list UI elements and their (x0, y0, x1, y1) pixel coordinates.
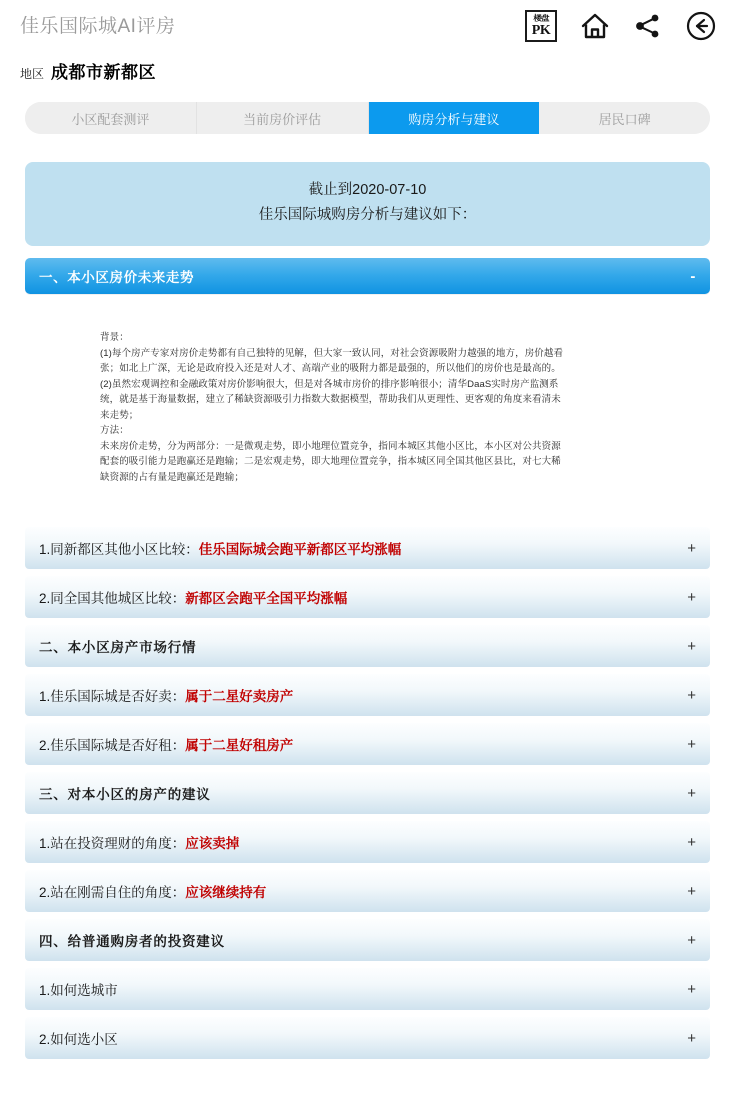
accordion-row-label (39, 734, 293, 754)
body-line-4: (2)虽然宏观调控和金融政策对房价影响很大，但是对各城市房价的排序影响很小；清华DaaS实时房产监测系 (100, 378, 559, 390)
section-body-text (100, 330, 640, 485)
summary-banner-line-2: 佳乐国际城购房分析与建议如下： (258, 207, 477, 223)
accordion-row-question: 二、本小区房产市场行情 (39, 640, 197, 655)
share-icon[interactable] (633, 11, 663, 41)
accordion-row-label (39, 1028, 118, 1048)
body-line-10: 缺资源的占有量是跑赢还是跑输； (100, 471, 245, 483)
page-title: 佳乐国际城AI评房 (20, 16, 176, 37)
region-row (0, 56, 735, 83)
section-header-future-trend[interactable] (25, 258, 710, 294)
expand-plus-icon[interactable]: + (687, 686, 696, 704)
body-line-5: 统，就是基于海量数据，建立了稀缺资源吸引力指数大数据模型，帮助我们从更理性、更客观的角度来看清未 (100, 394, 561, 405)
expand-plus-icon[interactable]: + (687, 539, 696, 557)
accordion-row[interactable] (25, 625, 710, 667)
tab-bar (25, 102, 710, 134)
app-header (0, 0, 735, 56)
accordion-row-question: 2.佳乐国际城是否好租： (39, 738, 186, 753)
accordion-row-label (39, 832, 239, 852)
accordion-row-answer: 佳乐国际城会跑平新都区平均涨幅 (198, 542, 402, 557)
expand-plus-icon[interactable]: + (687, 882, 696, 900)
expand-plus-icon[interactable]: + (687, 588, 696, 606)
expand-plus-icon[interactable]: + (687, 637, 696, 655)
accordion-row[interactable] (25, 821, 710, 863)
accordion-row-question: 2.如何选小区 (39, 1032, 118, 1047)
section-header-future-trend-label: 一、本小区房价未来走势 (39, 270, 195, 285)
region-label: 地区 (20, 67, 45, 81)
body-line-7: 方法： (100, 425, 129, 436)
accordion-row[interactable] (25, 870, 710, 912)
expand-plus-icon[interactable]: + (687, 931, 696, 949)
accordion-row-answer: 应该卖掉 (185, 836, 240, 851)
expand-plus-icon[interactable]: + (687, 833, 696, 851)
body-line-1: 背景： (100, 332, 129, 343)
back-icon[interactable] (685, 10, 717, 42)
accordion-row-label (39, 587, 347, 607)
accordion-row-question: 2.同全国其他城区比较： (39, 591, 186, 606)
accordion-list (25, 527, 710, 1059)
body-line-6: 来走势； (100, 409, 139, 421)
expand-plus-icon[interactable]: + (687, 980, 696, 998)
tab-jumin-koubei[interactable]: 居民口碑 (539, 102, 710, 134)
accordion-row-answer: 属于二星好卖房产 (185, 689, 294, 704)
accordion-row-question: 1.同新都区其他小区比较： (39, 542, 199, 557)
accordion-row[interactable] (25, 772, 710, 814)
body-line-2: (1)每个房产专家对房价走势都有自己独特的见解，但大家一致认同，对社会资源吸附力越强的地方，房价越看 (100, 347, 564, 359)
expand-plus-icon[interactable]: + (687, 1029, 696, 1047)
accordion-row-question: 1.佳乐国际城是否好卖： (39, 689, 186, 704)
accordion-row-label (39, 685, 293, 705)
tab-fangjia-pinggu[interactable]: 当前房价评估 (197, 102, 369, 134)
accordion-row-label (39, 783, 211, 803)
accordion-row-label (39, 979, 118, 999)
header-icon-group (525, 10, 717, 42)
accordion-row[interactable] (25, 674, 710, 716)
accordion-row[interactable] (25, 919, 710, 961)
expand-plus-icon[interactable]: + (687, 735, 696, 753)
loupan-pk-icon-top: 楼盘 (533, 13, 549, 23)
expand-plus-icon[interactable]: + (687, 784, 696, 802)
accordion-row-label (39, 930, 225, 950)
accordion-row-answer: 应该继续持有 (185, 885, 267, 900)
summary-banner-line-1: 截止到2020-07-10 (308, 182, 427, 198)
accordion-row-question: 2.站在刚需自住的角度： (39, 885, 186, 900)
body-line-8: 未来房价走势，分为两部分：一是微观走势，即小地理位置竞争，指同本城区其他小区比，本小区对公共资源 (100, 440, 561, 452)
tab-goufang-fenxi[interactable]: 购房分析与建议 (369, 102, 540, 134)
loupan-pk-icon-bottom: PK (531, 23, 551, 38)
accordion-row-question: 四、给普通购房者的投资建议 (39, 934, 225, 949)
summary-banner (25, 162, 710, 246)
body-line-3: 张；如北上广深，无论是政府投入还是对人才、高端产业的吸附力都是最强的，所以他们的房价也是最高的。 (100, 363, 561, 374)
accordion-row[interactable] (25, 723, 710, 765)
accordion-row-answer: 新都区会跑平全国平均涨幅 (185, 591, 348, 606)
accordion-row-question: 1.站在投资理财的角度： (39, 836, 186, 851)
accordion-row[interactable] (25, 576, 710, 618)
accordion-row-label (39, 538, 401, 558)
body-line-9: 配套的吸引能力是跑赢还是跑输；二是宏观走势，即大地理位置竞争，指本城区同全国其他区县比，对七大稀 (100, 456, 561, 467)
accordion-row[interactable] (25, 968, 710, 1010)
loupan-pk-icon[interactable] (525, 10, 557, 42)
tab-xiaoqu-peitao[interactable]: 小区配套测评 (25, 102, 197, 134)
accordion-row-label (39, 636, 196, 656)
home-icon[interactable] (579, 10, 611, 42)
region-value: 成都市新都区 (51, 63, 157, 82)
accordion-row[interactable] (25, 1017, 710, 1059)
accordion-row-question: 三、对本小区的房产的建议 (39, 787, 211, 802)
accordion-row-answer: 属于二星好租房产 (185, 738, 294, 753)
accordion-row[interactable] (25, 527, 710, 569)
accordion-row-label (39, 881, 266, 901)
accordion-row-question: 1.如何选城市 (39, 983, 118, 998)
collapse-minus-icon[interactable]: - (690, 267, 696, 285)
